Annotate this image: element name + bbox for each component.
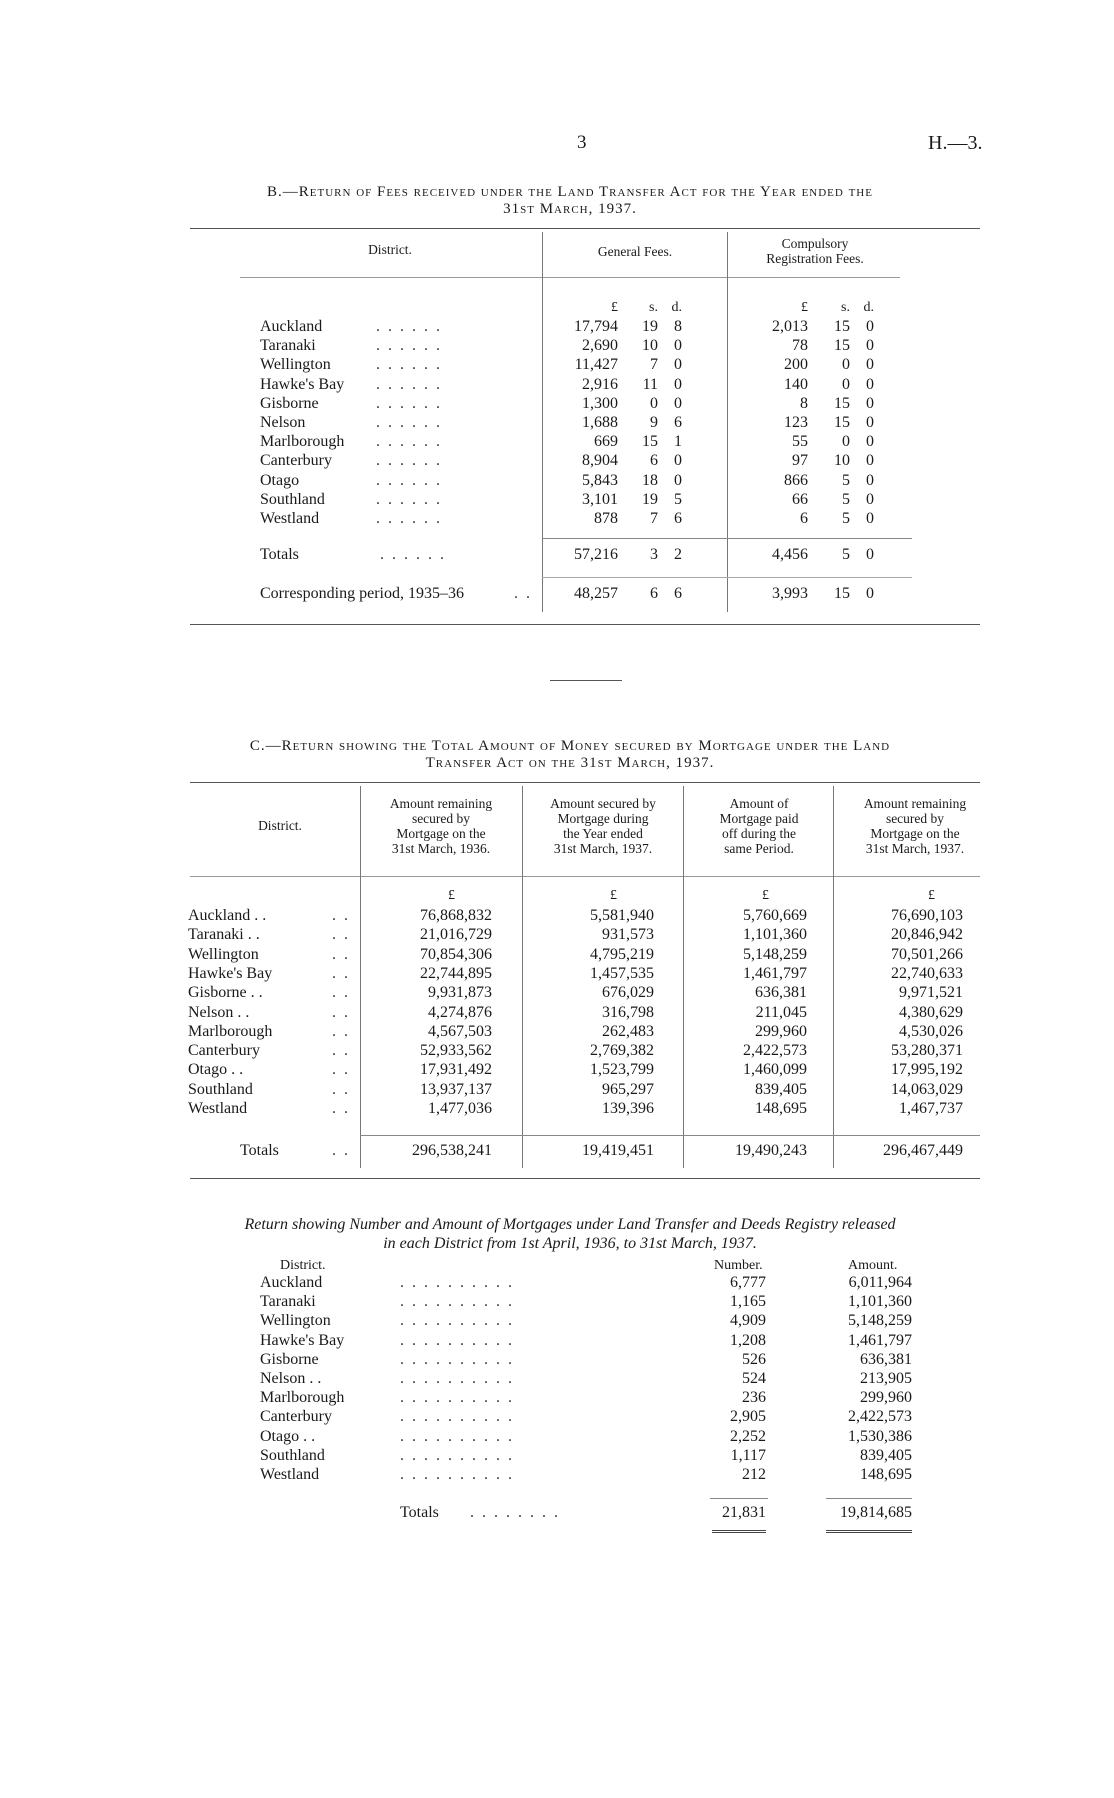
general-shillings: 15 [642, 433, 658, 451]
amount-1937: 14,063,029 [891, 1080, 963, 1098]
general-shillings: 7 [650, 510, 658, 527]
mortgage-number: 4,909 [730, 1312, 766, 1330]
district-name: Auckland . . [188, 907, 267, 924]
table-c-header-col4 [835, 796, 995, 856]
amount-secured-year: 2,769,382 [590, 1042, 654, 1060]
leader-dots: . . . . . . . . . . [400, 1370, 514, 1387]
general-pence: 0 [674, 394, 682, 412]
amount-paid-off: 1,101,360 [743, 926, 807, 944]
amount-1937: 53,280,371 [891, 1042, 963, 1060]
table-b-top-rule [190, 228, 980, 229]
leader-dots: . . . . . . . . . . [400, 1293, 514, 1311]
leader-dots: . . [332, 984, 350, 1002]
compulsory-pence: 0 [866, 490, 874, 508]
section-separator [550, 680, 622, 681]
district-name: Wellington [260, 356, 331, 374]
mortgage-amount: 299,960 [860, 1389, 912, 1407]
amount-1937: 4,530,026 [899, 1022, 963, 1040]
mortgage-number: 212 [742, 1466, 766, 1483]
leader-dots: . . . . . . [376, 337, 442, 355]
leader-dots: . . [514, 585, 532, 602]
district-name: Southland [188, 1080, 253, 1098]
mortgage-amount: 1,101,360 [848, 1293, 912, 1311]
compulsory-shillings: 15 [834, 394, 850, 412]
leader-dots: . . . . . . [376, 510, 442, 527]
amount-1936: 4,274,876 [428, 1003, 492, 1021]
compulsory-shillings: 0 [842, 356, 850, 374]
mortgage-amount: 148,695 [860, 1466, 912, 1483]
general-pounds: 8,904 [582, 452, 618, 470]
amount-1936: 9,931,873 [428, 984, 492, 1002]
district-name: Gisborne . . [188, 984, 263, 1002]
leader-dots: . . [332, 907, 350, 924]
general-shillings: 19 [642, 318, 658, 335]
table-c-header-line: Amount secured by [550, 796, 656, 811]
amount-1937: 9,971,521 [899, 984, 963, 1002]
totals-general-shillings: 3 [650, 546, 658, 563]
general-pence: 1 [674, 433, 682, 451]
district-name: Nelson . . [188, 1003, 250, 1021]
general-pence: 0 [674, 356, 682, 374]
compulsory-pence: 0 [866, 394, 874, 412]
table-c-header-line: 31st March, 1936. [391, 841, 491, 856]
leader-dots: . . . . . . . . . . [400, 1389, 514, 1407]
table-d-header-amount: Amount. [848, 1258, 898, 1273]
district-name: Canterbury [260, 452, 332, 470]
mortgage-number: 2,905 [730, 1408, 766, 1426]
compulsory-pounds: 78 [792, 337, 808, 355]
table-c-header-line: Mortgage on the [396, 826, 486, 841]
table-b-header-district: District. [368, 242, 412, 257]
totals-compulsory-pounds: 4,456 [772, 546, 808, 563]
compulsory-pence: 0 [866, 375, 874, 393]
compulsory-pounds: 2,013 [772, 318, 808, 335]
general-pence: 5 [674, 490, 682, 508]
table-c-header-line: off during the [722, 826, 796, 841]
district-name: Westland [260, 1466, 320, 1483]
compulsory-pounds: 6 [800, 510, 808, 527]
general-pence: 0 [674, 471, 682, 489]
district-name: Taranaki . . [188, 926, 260, 944]
leader-dots: . . [332, 1042, 350, 1060]
table-b-header-compulsory-line1: Compulsory [781, 236, 849, 251]
district-name: Canterbury [260, 1408, 332, 1426]
district-name: Southland [260, 1446, 325, 1464]
mortgage-amount: 839,405 [860, 1446, 912, 1464]
amount-1936: 76,868,832 [420, 907, 492, 924]
general-pounds: 3,101 [582, 490, 618, 508]
general-pounds: 11,427 [574, 356, 618, 374]
general-pounds: 17,794 [574, 318, 618, 335]
unit-pound-c2: £ [610, 888, 617, 903]
mortgage-amount: 6,011,964 [848, 1274, 912, 1291]
mortgage-amount: 213,905 [860, 1370, 912, 1387]
leader-dots: . . [332, 1003, 350, 1021]
leader-dots: . . . . . . . . . . [400, 1466, 514, 1483]
table-d-title-line1: Return showing Number and Amount of Mortgages under Land Transfer and Deeds Registry released [244, 1216, 896, 1233]
table-b-corr-rule [542, 577, 912, 578]
corr-compulsory-pounds: 3,993 [772, 585, 808, 602]
general-pounds: 5,843 [582, 471, 618, 489]
mortgage-number: 1,165 [730, 1293, 766, 1311]
mortgage-amount: 2,422,573 [848, 1408, 912, 1426]
compulsory-pence: 0 [866, 471, 874, 489]
leader-dots: . . . . . . . . . . [400, 1408, 514, 1426]
amount-secured-year: 965,297 [602, 1080, 654, 1098]
table-c-header-line: same Period. [724, 841, 794, 856]
leader-dots: . . . . . . . . . . [400, 1350, 514, 1368]
leader-dots: . . . . . . [376, 375, 442, 393]
table-c-header-line: 31st March, 1937. [865, 841, 965, 856]
amount-1936: 13,937,137 [420, 1080, 492, 1098]
amount-paid-off: 211,045 [755, 1003, 807, 1021]
unit-pound-c4: £ [928, 888, 935, 903]
table-c-header-rule [190, 876, 980, 877]
amount-paid-off: 299,960 [755, 1022, 807, 1040]
district-name: Westland [188, 1100, 248, 1117]
district-name: Marlborough [188, 1022, 273, 1040]
mortgage-number: 1,117 [730, 1446, 766, 1464]
compulsory-pence: 0 [866, 452, 874, 470]
amount-paid-off: 1,460,099 [743, 1061, 807, 1079]
general-shillings: 0 [650, 394, 658, 412]
mortgage-amount: 1,461,797 [848, 1331, 912, 1349]
unit-pence: d. [671, 300, 682, 315]
amount-1936: 22,744,895 [420, 964, 492, 982]
district-name: Marlborough [260, 433, 345, 451]
compulsory-pounds: 97 [792, 452, 808, 470]
leader-dots: . . . . . . . . . . [400, 1274, 514, 1291]
leader-dots: . . . . . . [376, 414, 442, 431]
compulsory-pence: 0 [866, 510, 874, 527]
table-c-header-line: secured by [411, 811, 471, 826]
leader-dots: . . . . . . [376, 471, 442, 489]
corr-general-pence: 6 [674, 585, 682, 602]
compulsory-shillings: 10 [834, 452, 850, 470]
leader-dots: . . . . . . . . . . [400, 1446, 514, 1464]
leader-dots: . . . . . . [376, 490, 442, 508]
compulsory-shillings: 5 [842, 471, 850, 489]
amount-1936: 52,933,562 [420, 1042, 492, 1060]
table-d-totals-rule-1 [710, 1498, 768, 1499]
table-c-bottom-rule [190, 1178, 980, 1179]
compulsory-pounds: 66 [792, 490, 808, 508]
totals-compulsory-shillings: 5 [842, 546, 850, 563]
amount-1936: 21,016,729 [420, 926, 492, 944]
district-name: Auckland [260, 1274, 323, 1291]
table-c-header-line: secured by [885, 811, 945, 826]
district-name: Gisborne [260, 1350, 319, 1368]
compulsory-shillings: 15 [834, 337, 850, 355]
page-number: 3 [577, 132, 587, 153]
district-name: Nelson . . [260, 1370, 322, 1387]
mortgage-number: 2,252 [730, 1427, 766, 1445]
general-pence: 0 [674, 375, 682, 393]
district-name: Canterbury [188, 1042, 260, 1060]
table-c-title-line1: C.—Return showing the Total Amount of Money secured by Mortgage under the Land [249, 738, 891, 754]
table-c-totals-rule [360, 1135, 980, 1136]
compulsory-shillings: 0 [842, 375, 850, 393]
unit-pounds: £ [611, 300, 618, 315]
compulsory-pounds: 200 [784, 356, 808, 374]
table-d-double-rule-2 [826, 1530, 912, 1533]
district-name: Taranaki [260, 337, 316, 355]
general-pounds: 669 [594, 433, 618, 451]
table-c-header-col3 [685, 796, 833, 856]
general-pounds: 2,690 [582, 337, 618, 355]
district-name: Wellington [260, 1312, 331, 1330]
general-pounds: 1,300 [582, 394, 618, 412]
district-name: Otago . . [260, 1427, 316, 1445]
leader-dots: . . . . . . [376, 433, 442, 451]
compulsory-pence: 0 [866, 356, 874, 374]
district-name: Auckland [260, 318, 323, 335]
amount-paid-off: 5,760,669 [743, 907, 807, 924]
amount-secured-year: 1,457,535 [590, 964, 654, 982]
amount-1937: 1,467,737 [899, 1100, 963, 1117]
district-name: Southland [260, 490, 325, 508]
mortgage-amount: 636,381 [860, 1350, 912, 1368]
unit-pound-c1: £ [448, 888, 455, 903]
totals-compulsory-pence: 0 [866, 546, 874, 563]
unit-pound-c3: £ [762, 888, 769, 903]
table-b-header-rule [240, 277, 900, 278]
amount-1936: 4,567,503 [428, 1022, 492, 1040]
amount-1937: 76,690,103 [891, 907, 963, 924]
c-totals-d: 296,467,449 [883, 1142, 963, 1159]
district-name: Otago [260, 471, 300, 489]
district-name: Westland [260, 510, 320, 527]
amount-secured-year: 5,581,940 [590, 907, 654, 924]
page-reference: H.—3. [928, 132, 983, 154]
corr-compulsory-shillings: 15 [834, 585, 850, 602]
table-c-col-divider-3 [683, 786, 684, 1168]
district-name: Wellington [188, 945, 259, 963]
amount-1937: 70,501,266 [891, 945, 963, 963]
leader-dots: . . . . . . [376, 452, 442, 470]
general-shillings: 9 [650, 414, 658, 431]
general-pence: 6 [674, 510, 682, 527]
compulsory-pounds: 123 [784, 414, 808, 431]
table-c-header-col1 [362, 796, 520, 856]
amount-paid-off: 839,405 [755, 1080, 807, 1098]
general-pence: 0 [674, 337, 682, 355]
amount-1937: 4,380,629 [899, 1003, 963, 1021]
totals-general-pounds: 57,216 [574, 546, 618, 563]
district-name: Gisborne [260, 394, 319, 412]
leader-dots: . . . . . . . . [470, 1504, 560, 1521]
amount-1936: 1,477,036 [428, 1100, 492, 1117]
compulsory-shillings: 0 [842, 433, 850, 451]
table-c-header-line: the Year ended [563, 826, 643, 841]
table-c-header-line: Amount remaining [389, 796, 493, 811]
table-b-title-line1: B.—Return of Fees received under the Land Transfer Act for the Year ended the [267, 184, 873, 200]
leader-dots: . . [332, 945, 350, 963]
amount-secured-year: 931,573 [602, 926, 654, 944]
table-c-header-line: Mortgage during [557, 811, 649, 826]
table-b-col-divider-2 [727, 232, 728, 612]
leader-dots: . . . . . . . . . . [400, 1331, 514, 1349]
compulsory-pence: 0 [866, 337, 874, 355]
general-shillings: 7 [650, 356, 658, 374]
general-shillings: 10 [642, 337, 658, 355]
table-d-totals-rule-2 [826, 1498, 912, 1499]
leader-dots: . . [332, 1022, 350, 1040]
table-b-bottom-rule [190, 624, 980, 625]
amount-secured-year: 316,798 [602, 1003, 654, 1021]
compulsory-pence: 0 [866, 414, 874, 431]
table-d-title [150, 1215, 990, 1253]
c-totals-a: 296,538,241 [412, 1142, 492, 1159]
general-pounds: 878 [594, 510, 618, 527]
general-shillings: 6 [650, 452, 658, 470]
general-shillings: 18 [642, 471, 658, 489]
corresponding-label: Corresponding period, 1935–36 [260, 585, 464, 602]
table-c-header-line: Mortgage on the [870, 826, 960, 841]
amount-paid-off: 1,461,797 [743, 964, 807, 982]
table-d-title-line2: in each District from 1st April, 1936, to 31st March, 1937. [383, 1235, 757, 1252]
amount-1937: 17,995,192 [891, 1061, 963, 1079]
compulsory-shillings: 5 [842, 490, 850, 508]
table-c-title-line2: Transfer Act on the 31st March, 1937. [425, 755, 715, 771]
table-c-header-line: Mortgage paid [719, 811, 799, 826]
district-name: Hawke's Bay [188, 964, 273, 982]
general-pence: 6 [674, 414, 682, 431]
table-c-header-col2 [524, 796, 682, 856]
corr-compulsory-pence: 0 [866, 585, 874, 602]
c-totals-b: 19,419,451 [582, 1142, 654, 1159]
amount-paid-off: 2,422,573 [743, 1042, 807, 1060]
table-b-title [150, 184, 990, 218]
amount-1936: 17,931,492 [420, 1061, 492, 1079]
leader-dots: . . . . . . [376, 318, 442, 335]
leader-dots: . . . . . . . . . . [400, 1427, 514, 1445]
compulsory-shillings: 5 [842, 510, 850, 527]
table-c-header-line: Amount of [729, 796, 789, 811]
amount-paid-off: 148,695 [755, 1100, 807, 1117]
leader-dots: . . . . . . [376, 356, 442, 374]
mortgage-amount: 5,148,259 [848, 1312, 912, 1330]
amount-secured-year: 4,795,219 [590, 945, 654, 963]
table-c-header-line: Amount remaining [863, 796, 967, 811]
table-c-top-rule [190, 782, 980, 783]
compulsory-pounds: 140 [784, 375, 808, 393]
table-c-header-line: 31st March, 1937. [553, 841, 653, 856]
table-b-totals-rule-1 [542, 538, 727, 539]
corr-general-pounds: 48,257 [574, 585, 618, 602]
amount-paid-off: 636,381 [755, 984, 807, 1002]
corr-general-shillings: 6 [650, 585, 658, 602]
unit-pence-2: d. [863, 300, 874, 315]
unit-shillings-2: s. [841, 300, 850, 315]
mortgage-number: 6,777 [730, 1274, 766, 1291]
table-c-col-divider-1 [360, 786, 361, 1168]
district-name: Nelson [260, 414, 306, 431]
district-name: Otago . . [188, 1061, 244, 1079]
amount-1937: 22,740,633 [891, 964, 963, 982]
district-name: Hawke's Bay [260, 1331, 345, 1349]
table-b-header-compulsory-line2: Registration Fees. [766, 251, 864, 266]
district-name: Hawke's Bay [260, 375, 345, 393]
compulsory-pounds: 8 [800, 394, 808, 412]
amount-1937: 20,846,942 [891, 926, 963, 944]
totals-label: Totals [260, 546, 299, 563]
table-d-double-rule-1 [712, 1530, 766, 1533]
leader-dots: . . [332, 1061, 350, 1079]
leader-dots: . . [332, 1142, 350, 1159]
compulsory-pence: 0 [866, 318, 874, 335]
district-name: Marlborough [260, 1389, 345, 1407]
leader-dots: . . [332, 926, 350, 944]
leader-dots: . . . . . . [376, 394, 442, 412]
c-totals-label: Totals [240, 1142, 279, 1159]
table-c-header-district: District. [258, 818, 302, 833]
leader-dots: . . . . . . . . . . [400, 1312, 514, 1330]
mortgage-number: 236 [742, 1389, 766, 1407]
amount-paid-off: 5,148,259 [743, 945, 807, 963]
leader-dots: . . [332, 964, 350, 982]
table-c-title [150, 738, 990, 772]
c-totals-c: 19,490,243 [735, 1142, 807, 1159]
amount-1936: 70,854,306 [420, 945, 492, 963]
amount-secured-year: 262,483 [602, 1022, 654, 1040]
district-name: Taranaki [260, 1293, 316, 1311]
table-c-col-divider-2 [522, 786, 523, 1168]
d-totals-amount: 19,814,685 [840, 1504, 912, 1521]
unit-pounds-2: £ [801, 300, 808, 315]
amount-secured-year: 1,523,799 [590, 1061, 654, 1079]
leader-dots: . . [332, 1100, 350, 1117]
compulsory-shillings: 15 [834, 318, 850, 335]
general-pence: 8 [674, 318, 682, 335]
leader-dots: . . . . . . [380, 546, 446, 563]
table-b-header-general: General Fees. [597, 244, 673, 259]
table-c-col-divider-4 [833, 786, 834, 1168]
mortgage-number: 524 [742, 1370, 766, 1387]
compulsory-shillings: 15 [834, 414, 850, 431]
totals-general-pence: 2 [674, 546, 682, 563]
table-b-header-compulsory [740, 236, 890, 266]
amount-secured-year: 676,029 [602, 984, 654, 1002]
table-d-header-number: Number. [714, 1258, 763, 1273]
compulsory-pounds: 55 [792, 433, 808, 451]
unit-shillings: s. [649, 300, 658, 315]
mortgage-number: 1,208 [730, 1331, 766, 1349]
d-totals-number: 21,831 [722, 1504, 766, 1521]
general-pounds: 1,688 [582, 414, 618, 431]
mortgage-amount: 1,530,386 [848, 1427, 912, 1445]
table-b-totals-rule-2 [727, 538, 912, 539]
compulsory-pounds: 866 [784, 471, 808, 489]
table-b-col-divider-1 [542, 232, 543, 612]
general-pounds: 2,916 [582, 375, 618, 393]
table-b-title-line2: 31st March, 1937. [503, 201, 637, 217]
leader-dots: . . [332, 1080, 350, 1098]
mortgage-number: 526 [742, 1350, 766, 1368]
general-shillings: 11 [642, 375, 658, 393]
table-d-header-district: District. [280, 1258, 326, 1273]
compulsory-pence: 0 [866, 433, 874, 451]
d-totals-label: Totals [400, 1504, 439, 1521]
general-shillings: 19 [642, 490, 658, 508]
general-pence: 0 [674, 452, 682, 470]
amount-secured-year: 139,396 [602, 1100, 654, 1117]
